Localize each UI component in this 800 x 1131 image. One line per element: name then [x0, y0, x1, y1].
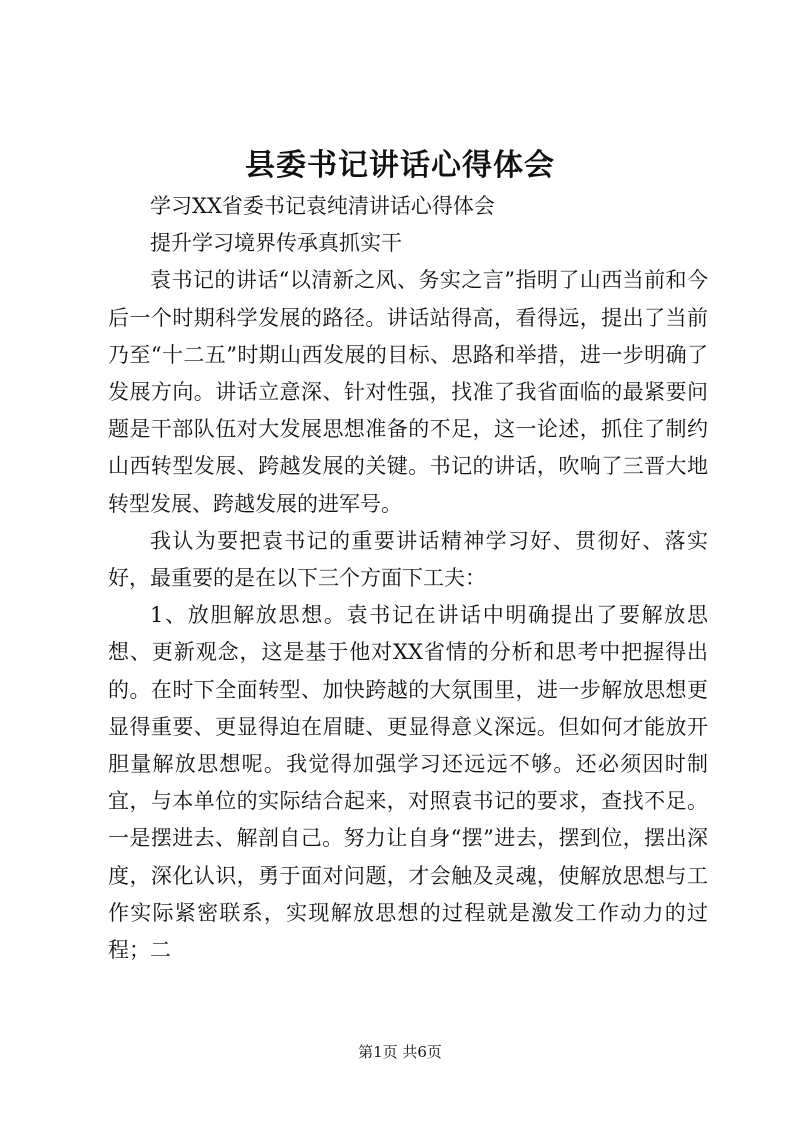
body-paragraph: 我认为要把袁书记的重要讲话精神学习好、贯彻好、落实好，最重要的是在以下三个方面下工夫： [108, 528, 708, 591]
document-title: 县委书记讲话心得体会 [245, 148, 555, 183]
body-paragraph: 1、放胆解放思想。袁书记在讲话中明确提出了要解放思想、更新观念，这是基于他对XX省情的分析和思考中把握得出的。在时下全面转型、加快跨越的大氛围里，进一步解放思想更显得重要、更显得迫在眉睫、更显得意义深远。但如何才能放开胆量解放思想呢。我觉得加强学习还远远不够。还必须因时制宜，与本单位的实际结合起来，对照袁书记的要求，查找不足。一是摆进去、解剖自己。努力让自身“摆”进去，摆到位，摆出深度，深化认识，勇于面对问题，才会触及灵魂，使解放思想与工作实际紧密联系，实现解放思想的过程就是激发工作动力的过程；二 [108, 603, 708, 963]
body-paragraph: 袁书记的讲话“以清新之风、务实之言”指明了山西当前和今后一个时期科学发展的路径。讲话站得高，看得远，提出了当前乃至“十二五”时期山西发展的目标、思路和举措，进一步明确了发展方向。讲话立意深、针对性强，找准了我省面临的最紧要问题是干部队伍对大发展思想准备的不足，这一论述，抓住了制约山西转型发展、跨越发展的关键。书记的讲话，吹响了三晋大地转型发展、跨越发展的进军号。 [108, 268, 708, 516]
document-body [108, 188, 708, 969]
subtitle-line: 学习XX省委书记袁纯清讲话心得体会 [150, 194, 495, 218]
page-number-footer: 第1页 共6页 [358, 1043, 442, 1061]
subtitle-line: 提升学习境界传承真抓实干 [150, 231, 402, 256]
